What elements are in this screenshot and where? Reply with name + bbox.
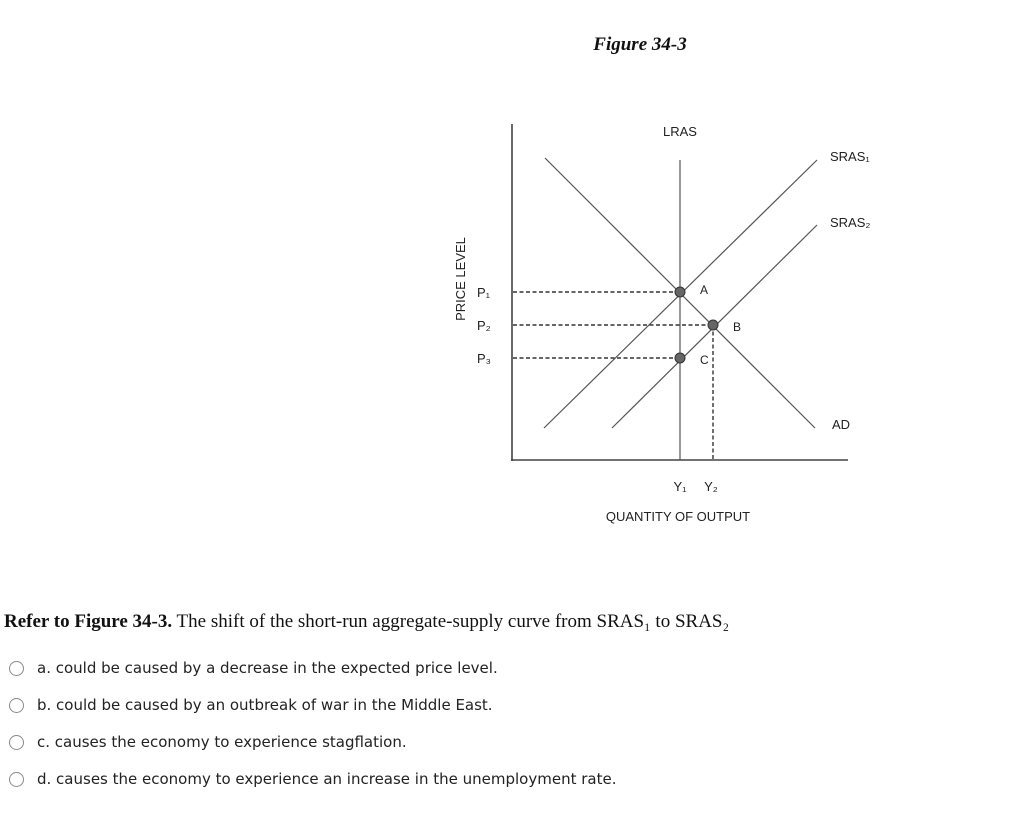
chart-guide-lines <box>513 292 713 459</box>
y-tick-label-2: P₂ <box>477 318 491 333</box>
radio-button-c[interactable] <box>9 735 24 750</box>
question-text <box>4 611 729 633</box>
chart-curves <box>544 158 817 460</box>
answer-option-b-label: b. could be caused by an outbreak of war in the Middle East. <box>37 696 493 714</box>
answer-option-a-label: a. could be caused by a decrease in the expected price level. <box>37 659 498 677</box>
y-axis-title: PRICE LEVEL <box>453 237 468 321</box>
curve-label-ad: AD <box>832 417 851 432</box>
figure-title: Figure 34-3 <box>593 34 687 55</box>
point-label-b: B <box>733 320 742 334</box>
point-a <box>675 287 685 297</box>
answer-option-a[interactable] <box>9 656 649 680</box>
point-b <box>708 320 718 330</box>
point-label-c: C <box>700 353 709 367</box>
y-tick-label-1: P₁ <box>477 285 491 300</box>
chart-labels <box>453 124 870 524</box>
radio-button-d[interactable] <box>9 772 24 787</box>
x-tick-label-1: Y₁ <box>673 479 687 494</box>
answer-option-d[interactable] <box>9 767 649 791</box>
point-c <box>675 353 685 363</box>
answer-option-d-label: d. causes the economy to experience an increase in the unemployment rate. <box>37 770 617 788</box>
answer-option-c[interactable] <box>9 730 649 754</box>
radio-button-a[interactable] <box>9 661 24 676</box>
curve-label-lras: LRAS <box>663 124 697 139</box>
answer-option-b[interactable] <box>9 693 649 717</box>
question-figure-ref: Refer to Figure 34-3. <box>4 611 173 632</box>
curve-label-sras1: SRAS₁ <box>830 149 870 164</box>
question-stem: The shift of the short-run aggregate-supply curve from SRAS₁ to SRAS₂ <box>172 611 730 632</box>
x-axis-title: QUANTITY OF OUTPUT <box>605 509 751 524</box>
curve-label-sras2: SRAS₂ <box>830 215 871 230</box>
point-label-a: A <box>700 283 709 297</box>
radio-button-b[interactable] <box>9 698 24 713</box>
x-tick-label-2: Y₂ <box>704 479 718 494</box>
answer-option-c-label: c. causes the economy to experience stagflation. <box>37 733 407 751</box>
y-tick-label-3: P₃ <box>477 351 491 366</box>
